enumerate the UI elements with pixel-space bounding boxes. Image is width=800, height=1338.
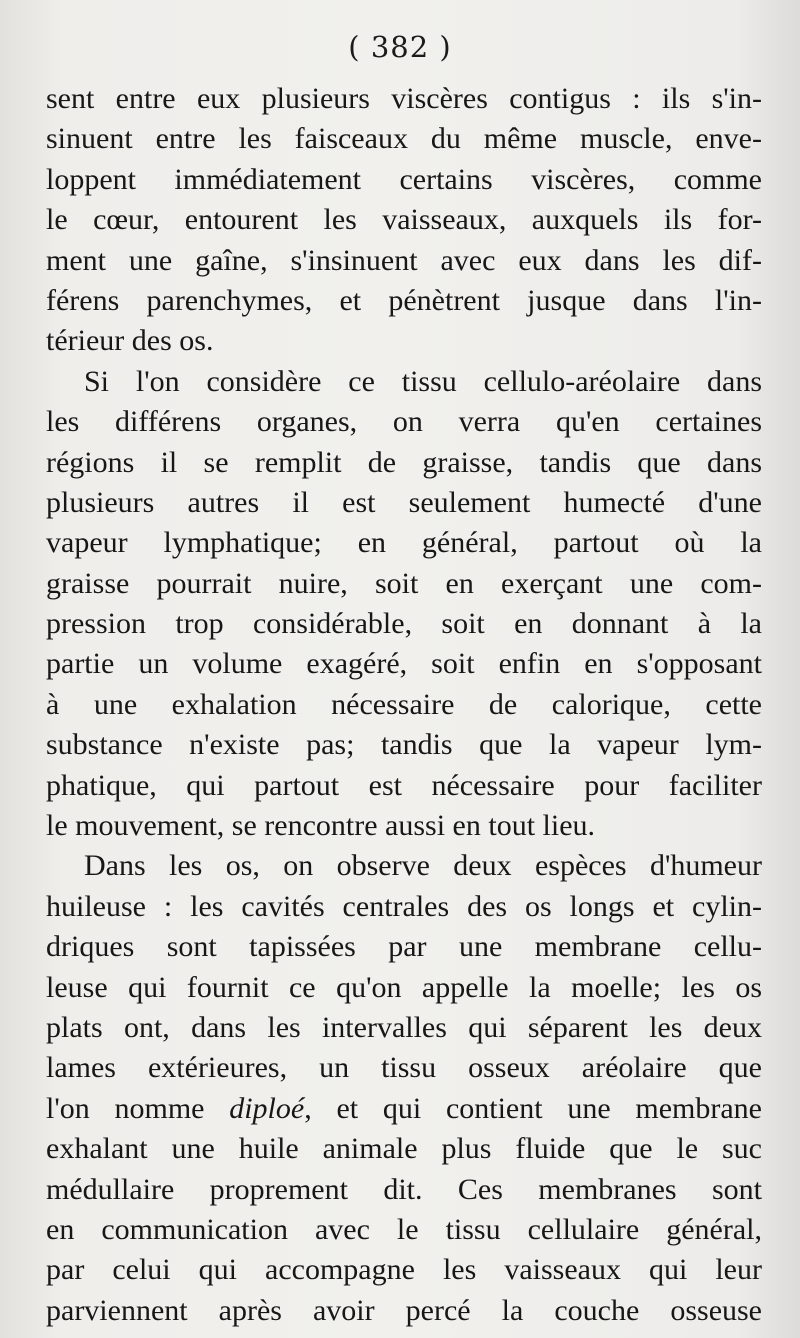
text-line: sent entre eux plusieurs viscères contigus : ils s'in- (46, 82, 762, 115)
body-text (46, 79, 762, 1331)
text-line: Si l'on considère ce tissu cellulo-aréolaire dans (84, 364, 762, 398)
text-line: régions il se remplit de graisse, tandis que dans (46, 445, 762, 479)
text-line: substance n'existe pas; tandis que la vapeur lym- (46, 728, 762, 762)
text-line: graisse pourrait nuire, soit en exerçant une com- (46, 566, 762, 600)
text-line: à une exhalation nécessaire de calorique, cette (46, 687, 762, 721)
text-line: férens parenchymes, et pénètrent jusque dans l'in- (46, 283, 762, 317)
text-line: exhalant une huile animale plus fluide que le suc (46, 1132, 762, 1166)
text-line: partie un volume exagéré, soit enfin en s'opposant (46, 647, 762, 681)
text-line: lames extérieures, un tissu osseux aréolaire que (46, 1051, 762, 1085)
paragraph (46, 79, 762, 362)
text-line: plusieurs autres il est seulement humecté d'une (46, 485, 762, 519)
text-line: vapeur lymphatique; en général, partout où la (46, 526, 762, 560)
text-line: Dans les os, on observe deux espèces d'humeur (84, 849, 762, 883)
text-line: plats ont, dans les intervalles qui séparent les deux (46, 1010, 762, 1044)
text-line: l'on nomme diploé, et qui contient une membrane (46, 1091, 762, 1125)
text-line: huileuse : les cavités centrales des os longs et cylin- (46, 889, 762, 923)
paragraph (46, 362, 762, 847)
text-line: les différens organes, on verra qu'en certaines (46, 405, 762, 439)
page-number: ( 382 ) (348, 30, 452, 64)
text-line: driques sont tapissées par une membrane cellu- (46, 930, 762, 964)
text-line: loppent immédiatement certains viscères, comme (46, 162, 762, 196)
text-line: en communication avec le tissu cellulaire général, (46, 1212, 762, 1246)
text-line: térieur des os. (46, 324, 214, 358)
text-line: ment une gaîne, s'insinuent avec eux dans les dif- (46, 243, 762, 277)
text-line: pression trop considérable, soit en donnant à la (46, 607, 762, 641)
text-line: leuse qui fournit ce qu'on appelle la moelle; les os (46, 970, 762, 1004)
text-line: sinuent entre les faisceaux du même muscle, enve- (46, 122, 762, 156)
text-line: le mouvement, se rencontre aussi en tout lieu. (46, 809, 596, 843)
text-line: le cœur, entourent les vaisseaux, auxquels ils for- (46, 203, 762, 237)
paragraph (46, 846, 762, 1331)
text-line: phatique, qui partout est nécessaire pour faciliter (46, 768, 762, 802)
text-line: par celui qui accompagne les vaisseaux qui leur (46, 1253, 762, 1287)
text-line: parviennent après avoir percé la couche osseuse (46, 1293, 762, 1327)
text-line: médullaire proprement dit. Ces membranes sont (46, 1172, 762, 1206)
